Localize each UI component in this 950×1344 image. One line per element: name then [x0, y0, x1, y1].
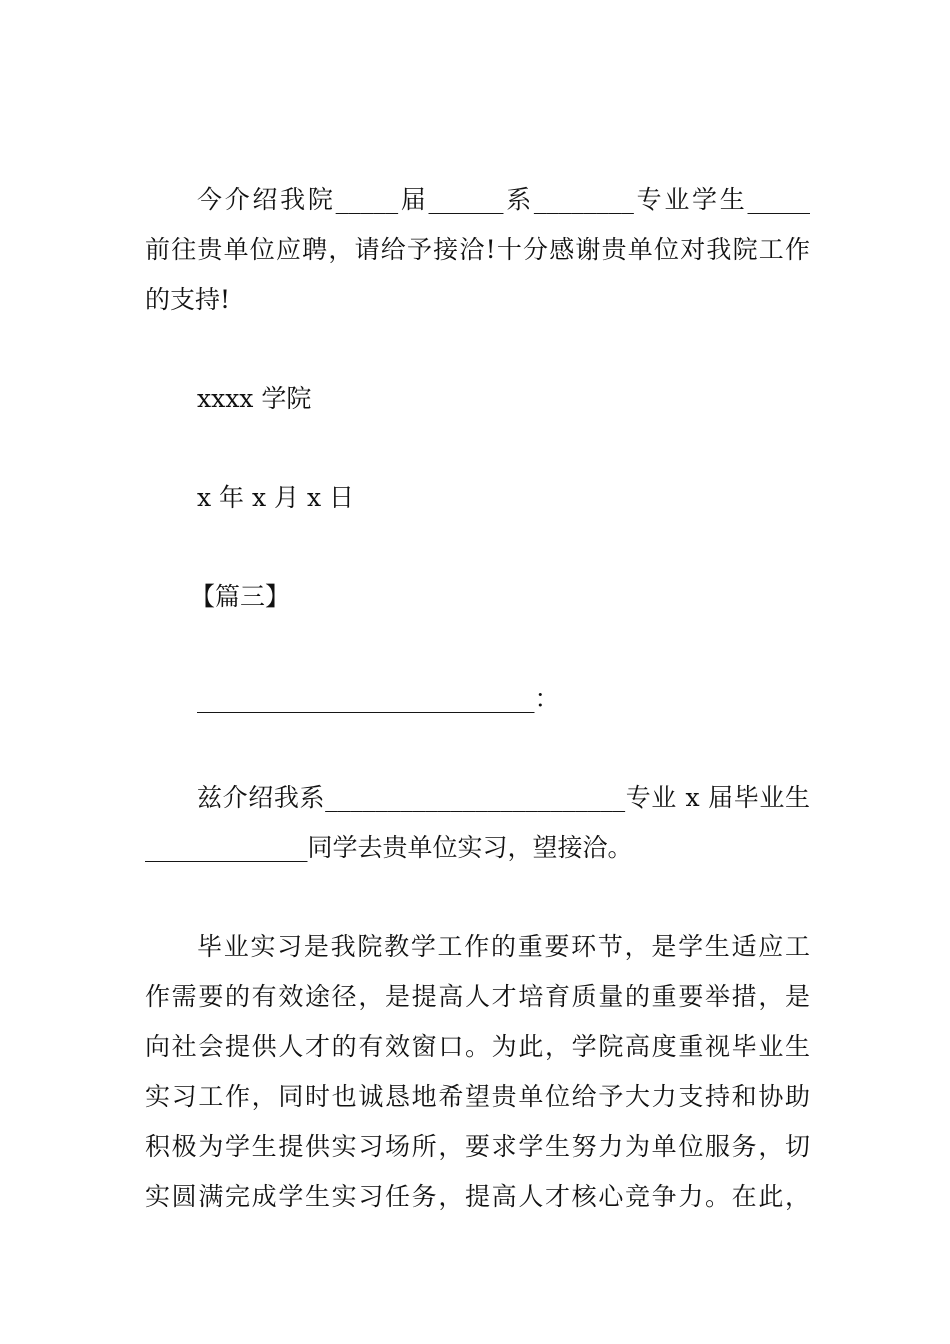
intro-letter-line-1: 今介绍我院_____届______系________专业学生_____	[197, 185, 810, 214]
signature-institution: xxxx 学院	[197, 384, 312, 413]
intro-letter-line-3: 的支持!	[145, 285, 231, 314]
paragraph-2-line-1: 毕业实习是我院教学工作的重要环节，是学生适应工	[197, 932, 810, 961]
section-heading: 【篇三】	[190, 582, 291, 611]
paragraph-1-line-1: 兹介绍我系________________________专业 x 届毕业生	[197, 783, 810, 812]
paragraph-2-line-3: 向社会提供人才的有效窗口。为此，学院高度重视毕业生	[145, 1032, 810, 1061]
signature-date: x 年 x 月 x 日	[197, 483, 355, 512]
intro-letter-line-2: 前往贵单位应聘，请给予接洽!十分感谢贵单位对我院工作	[145, 235, 810, 264]
salutation-line: ___________________________：	[197, 684, 560, 713]
paragraph-2-line-2: 作需要的有效途径，是提高人才培育质量的重要举措，是	[145, 982, 810, 1011]
paragraph-2-line-5: 积极为学生提供实习场所，要求学生努力为单位服务，切	[145, 1132, 810, 1161]
paragraph-1-line-2: _____________同学去贵单位实习，望接洽。	[145, 833, 633, 862]
paragraph-2-line-4: 实习工作，同时也诚恳地希望贵单位给予大力支持和协助	[145, 1082, 810, 1111]
paragraph-2-line-6: 实圆满完成学生实习任务，提高人才核心竞争力。在此，	[145, 1182, 810, 1211]
